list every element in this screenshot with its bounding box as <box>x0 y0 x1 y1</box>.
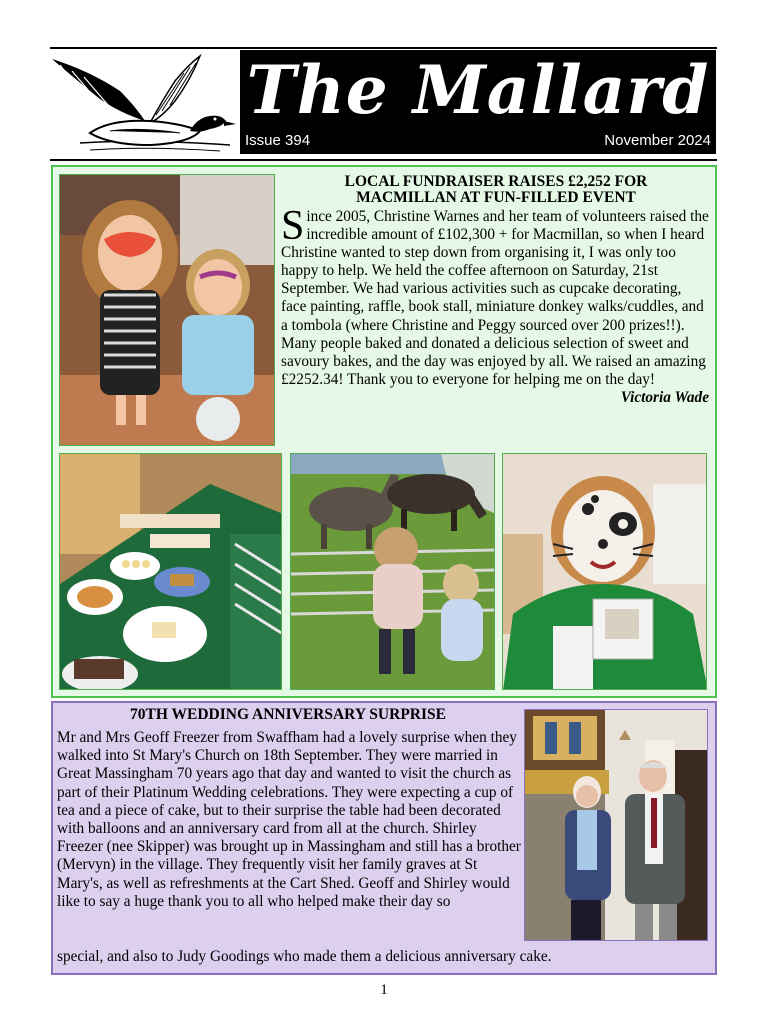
headline-line-2: MACMILLAN AT FUN-FILLED EVENT <box>356 189 636 206</box>
masthead-title-block <box>240 50 716 154</box>
cat-face-paint-girl-photo <box>502 453 707 690</box>
donkeys-photo <box>290 453 495 690</box>
couple-in-church-photo <box>524 709 708 941</box>
masthead-top-rule <box>50 47 717 49</box>
cake-table-photo <box>59 453 282 690</box>
mallard-duck-icon <box>50 51 236 157</box>
anniversary-body-tail: special, and also to Judy Goodings who made them a delicious anniversary cake. <box>57 948 552 965</box>
issue-date: November 2024 <box>604 132 711 149</box>
fundraiser-paragraph-1: ince 2005, Christine Warnes and her team of volunteers raised the incredible amount of £102,300 + for Macmillan, so when I heard Christine wanted to step down from organising it, I was only too happy to help. We held the coffee afternoon on Saturday, 21st September. We had various activities such as cupcake decorating, face painting, raffle, book stall, miniature donkey walks/cuddles, and a tombola (where Christine and Peggy sourced over 200 prizes!!). <box>281 208 709 334</box>
issue-number: Issue 394 <box>245 132 311 149</box>
fundraiser-paragraph-2: Many people baked and donated a delicious selection of sweet and savoury bakes, and the day was enjoyed by all. We raised an amazing £2252.34! Thank you to everyone for helping me on the day! <box>281 334 706 388</box>
newsletter-title: The Mallard <box>246 51 710 129</box>
fundraiser-headline <box>285 174 707 206</box>
author-signature: Victoria Wade <box>620 388 709 406</box>
anniversary-body: Mr and Mrs Geoff Freezer from Swaffham had a lovely surprise when they walked into St Mary's Church on 18th September. They were married in Great Massingham 70 years ago that day and wanted to visit the church as part of their Platinum Wedding celebrations. They were expecting a cup of tea and a piece of cake, but to their surprise the table had been decorated with balloons and an anniversary card from all at the church. Shirley Freezer (nee Skipper) was brought up in Massingham and still has a brother (Mervyn) in the village. They frequently visit her family graves at St Mary's, as well as refreshments at the Cart Shed. Geoff and Shirley would like to say a huge thank you to all who helped make their day so <box>57 729 521 910</box>
drop-cap: S <box>281 203 305 249</box>
mallard-logo <box>50 51 236 157</box>
masthead-bottom-rule <box>50 159 717 161</box>
fundraiser-body <box>281 203 709 407</box>
headline-line-1: LOCAL FUNDRAISER RAISES £2,252 FOR <box>344 173 648 190</box>
page-number: 1 <box>380 982 388 998</box>
face-painted-girls-photo <box>59 174 275 446</box>
anniversary-headline: 70TH WEDDING ANNIVERSARY SURPRISE <box>130 706 446 723</box>
